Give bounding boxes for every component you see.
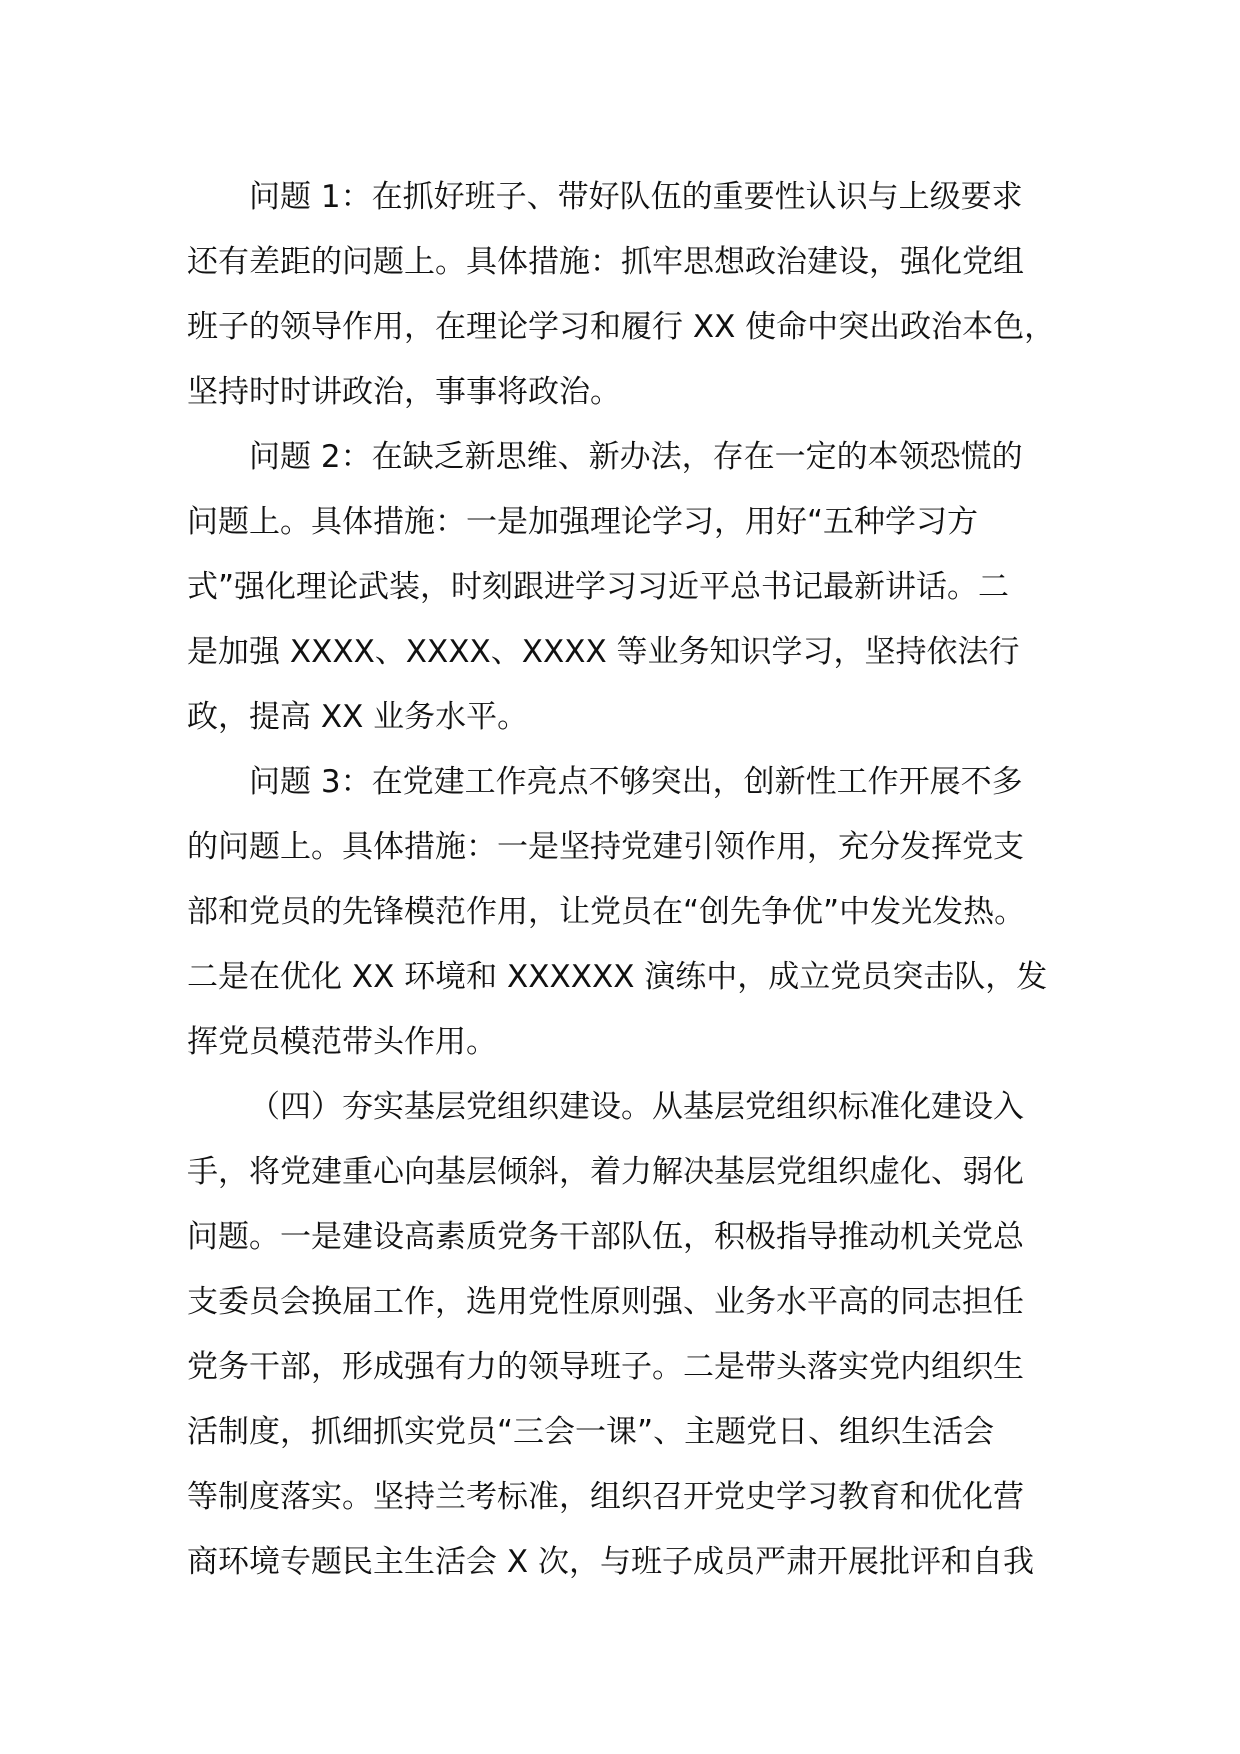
text-line: 还有差距的问题上。具体措施：抓牢思想政治建设，强化党组 — [187, 244, 1024, 280]
text-line: 支委员会换届工作，选用党性原则强、业务水平高的同志担任 — [187, 1284, 1024, 1320]
text-line: 问题上。具体措施：一是加强理论学习，用好“五种学习方 — [187, 504, 979, 540]
text-line: 坚持时时讲政治，事事将政治。 — [187, 374, 621, 410]
text-line: 班子的领导作用，在理论学习和履行 XX 使命中突出政治本色， — [187, 309, 1056, 345]
paragraph-issue-2 — [187, 425, 1087, 750]
text-line: 商环境专题民主生活会 X 次，与班子成员严肃开展批评和自我 — [187, 1544, 1034, 1580]
text-line: （四）夯实基层党组织建设。从基层党组织标准化建设入 — [249, 1089, 1024, 1125]
text-line: 问题。一是建设高素质党务干部队伍，积极指导推动机关党总 — [187, 1219, 1024, 1255]
text-line: 挥党员模范带头作用。 — [187, 1024, 497, 1060]
text-line: 党务干部，形成强有力的领导班子。二是带头落实党内组织生 — [187, 1349, 1024, 1385]
text-line: 政，提高 XX 业务水平。 — [187, 699, 529, 735]
text-line: 式”强化理论武装，时刻跟进学习习近平总书记最新讲话。二 — [187, 569, 1010, 605]
paragraph-section-4 — [187, 1075, 1087, 1595]
text-line: 的问题上。具体措施：一是坚持党建引领作用，充分发挥党支 — [187, 829, 1024, 865]
paragraph-issue-3 — [187, 750, 1087, 1075]
text-line: 活制度，抓细抓实党员“三会一课”、主题党日、组织生活会 — [187, 1414, 995, 1450]
text-line: 等制度落实。坚持兰考标准，组织召开党史学习教育和优化营 — [187, 1479, 1024, 1515]
text-line: 问题 3：在党建工作亮点不够突出，创新性工作开展不多 — [249, 764, 1023, 800]
text-line: 问题 1：在抓好班子、带好队伍的重要性认识与上级要求 — [249, 179, 1023, 215]
text-line: 手，将党建重心向基层倾斜，着力解决基层党组织虚化、弱化 — [187, 1154, 1024, 1190]
text-line: 是加强 XXXX、XXXX、XXXX 等业务知识学习，坚持依法行 — [187, 634, 1020, 670]
paragraph-issue-1 — [187, 165, 1087, 425]
text-line: 问题 2：在缺乏新思维、新办法，存在一定的本领恐慌的 — [249, 439, 1023, 475]
text-line: 部和党员的先锋模范作用，让党员在“创先争优”中发光发热。 — [187, 894, 1026, 930]
text-line: 二是在优化 XX 环境和 XXXXXX 演练中，成立党员突击队，发 — [187, 959, 1048, 995]
document-body — [187, 165, 1087, 1595]
